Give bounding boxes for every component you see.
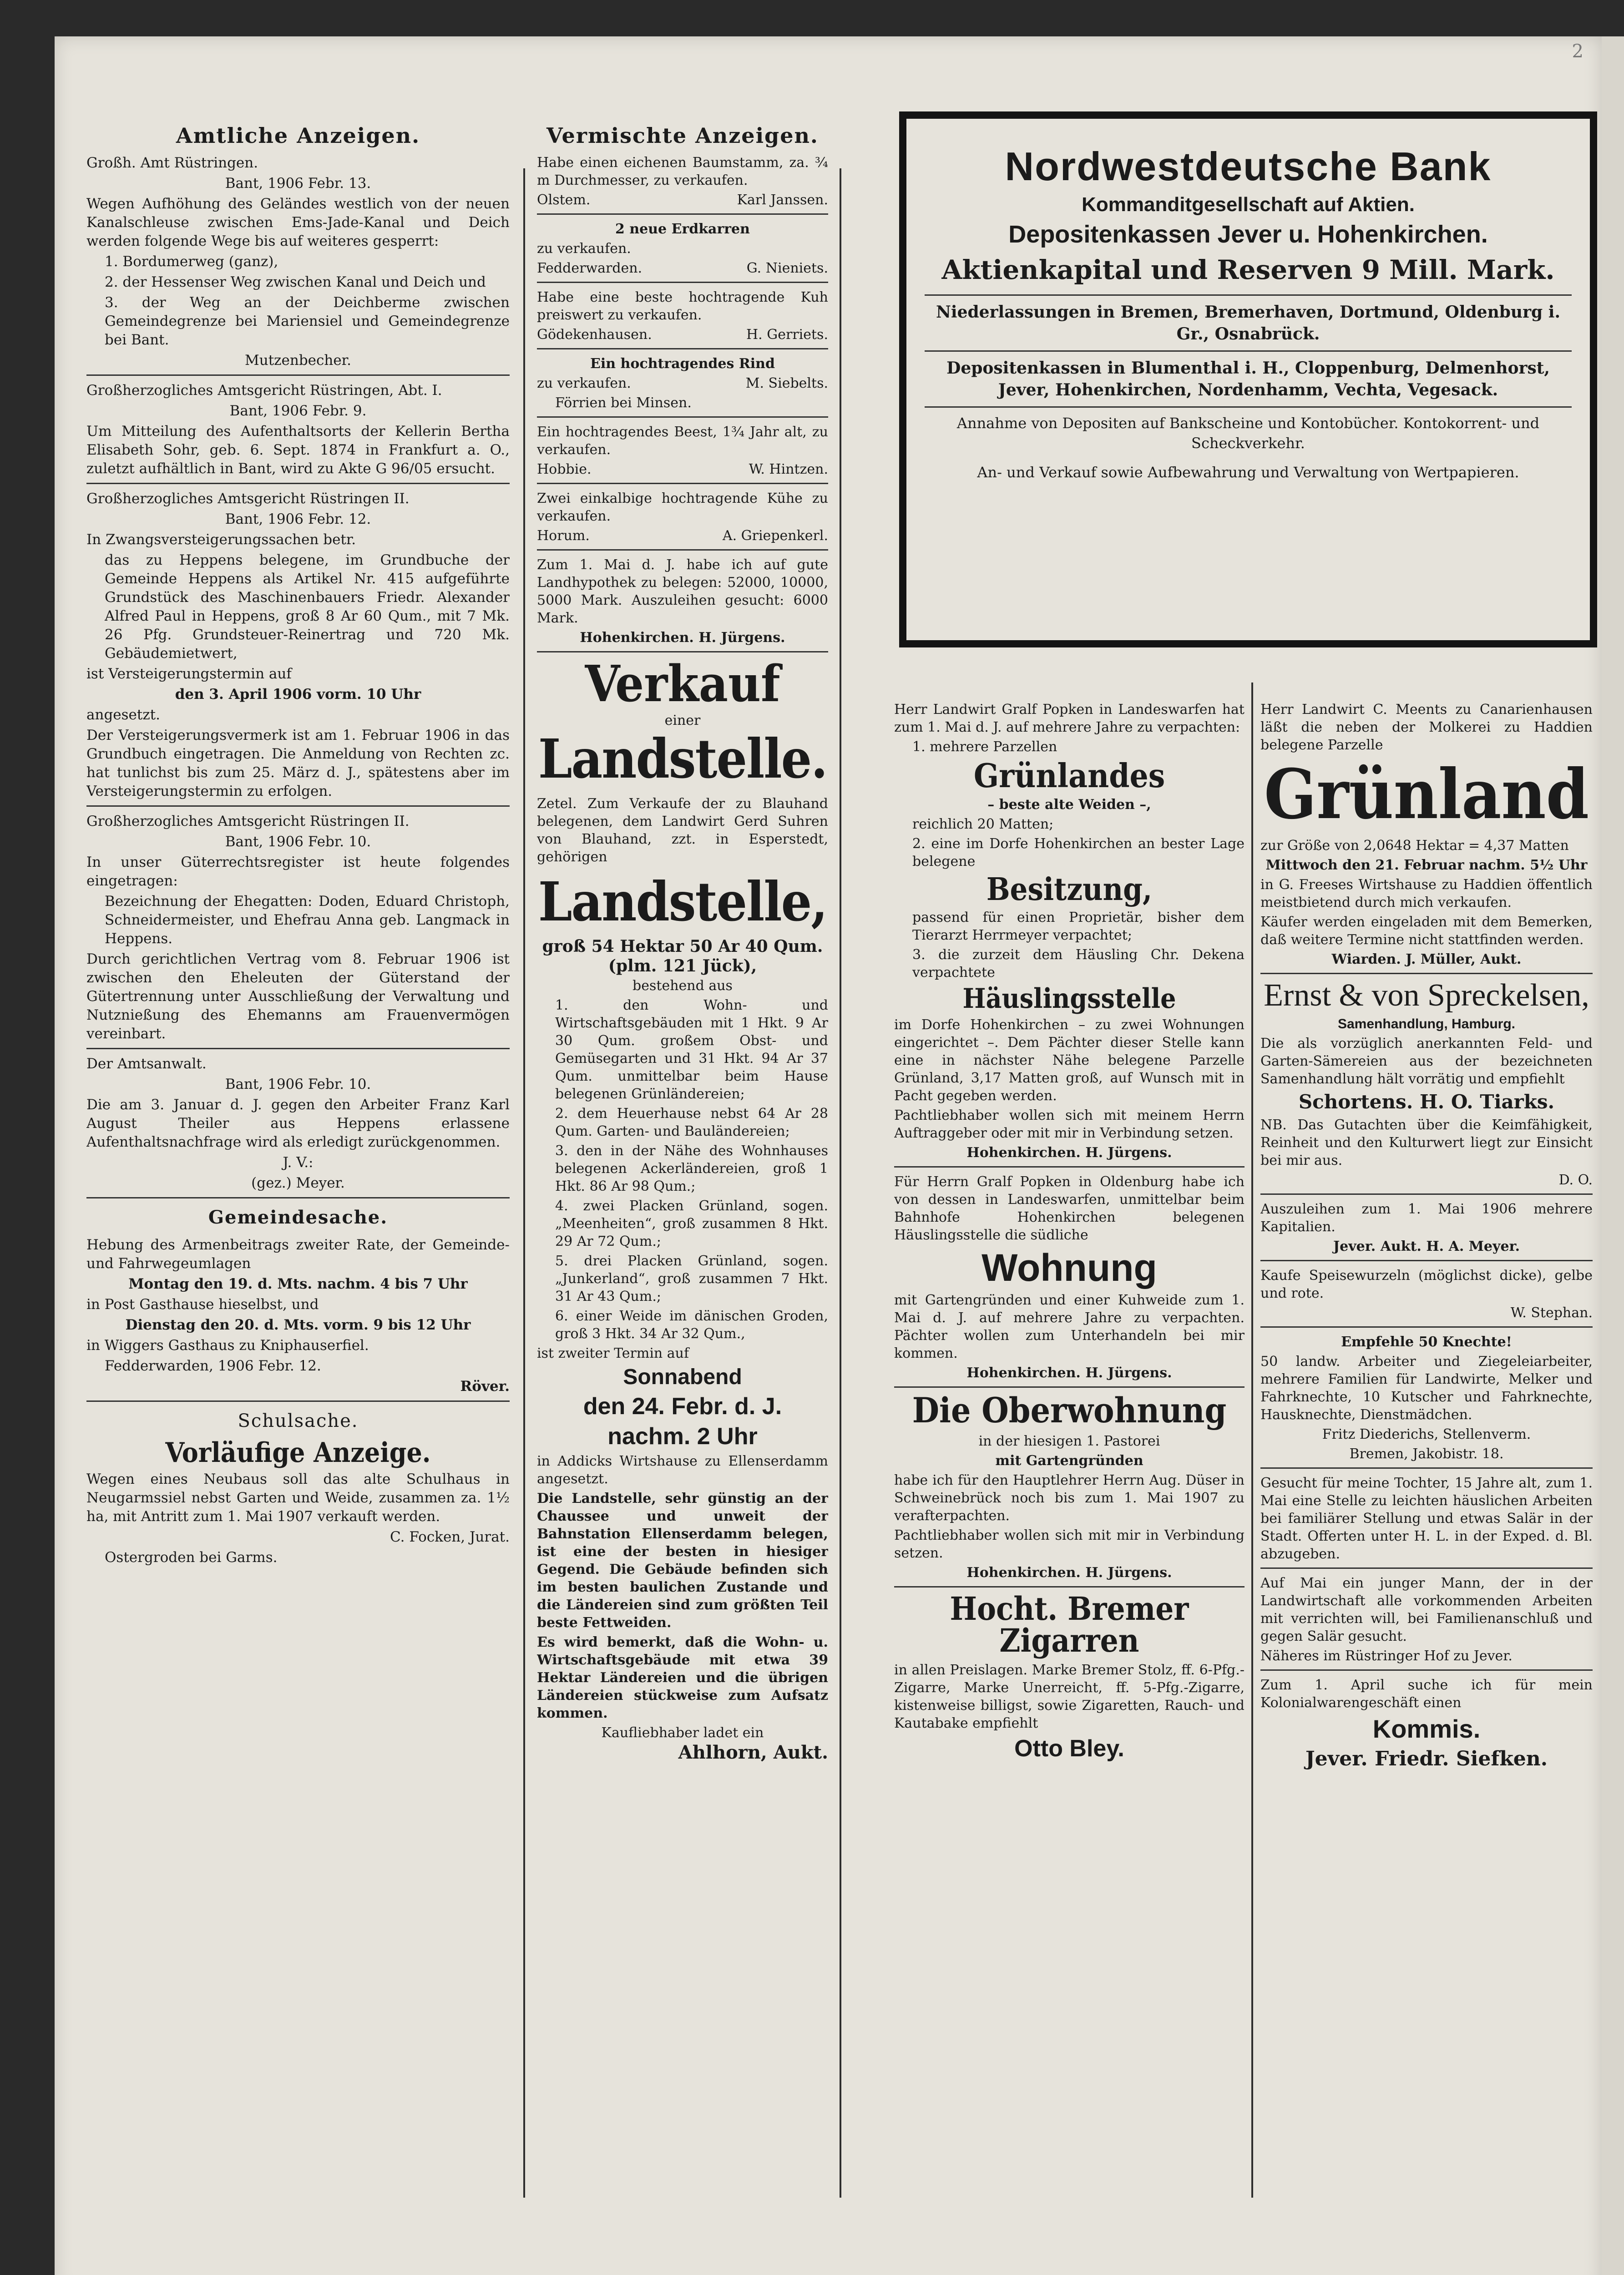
ad-text: mit Gartengründen und einer Kuhweide zum 1. Mai d. J. auf mehrere Jahre zu verpachten. Pächter wollen zum Unterhandeln bei mir kommen. — [894, 1292, 1245, 1361]
notice-text: das zu Heppens belegene, im Grundbuche der Gemeinde Heppens als Artikel Nr. 415 aufgeführte Grundstück des Maschinenbauers Friedr. Alexander Alfred Paul in Heppens, groß 8 Ar 60 Qum., mit 7 Mk. 26 Pfg. Grundsteuer-Reinertrag und 720 Mk. Gebäudemietwert, — [105, 552, 510, 662]
verkauf-bold-1: Die Landstelle, sehr günstig an der Chaussee und unweit der Bahnstation Ellenserdamm belegen, ist eine der besten in hiesiger Gegend. Die Gebäude befinden sich im besten baulichen Zustande und die Ländereien sind zum größten Teil beste Fettweiden. — [537, 1491, 828, 1631]
ad-place: Gödekenhausen. — [537, 327, 652, 343]
ad-wohnung — [894, 1173, 1245, 1382]
separator — [86, 1048, 510, 1049]
bank-advertisement — [899, 111, 1597, 647]
notice-schulsache — [86, 1407, 510, 1567]
ad-text: Die als vorzüglich anerkannten Feld- und Garten-Sämereien aus der bezeichneten Samenhandlung hält vorrätig und empfiehlt — [1260, 1036, 1593, 1087]
ad-text: Habe eine beste hochtragende Kuh preiswert zu verkaufen. — [537, 289, 828, 323]
ad-title: Empfehle 50 Knechte! — [1341, 1334, 1512, 1350]
notice-authority: Der Amtsanwalt. — [86, 1056, 207, 1072]
verkauf-item: 5. drei Placken Grünland, sogen. „Junkerland“, groß zusammen 7 Hkt. 31 Ar 43 Qum.; — [555, 1253, 828, 1304]
ad-text: Pachtliebhaber wollen sich mit mir in Verbindung setzen. — [894, 1527, 1245, 1561]
ad-text: Auszuleihen zum 1. Mai 1906 mehrere Kapitalien. — [1260, 1201, 1593, 1235]
separator — [86, 483, 510, 484]
ad-oberwohnung — [894, 1390, 1245, 1582]
column-rule — [840, 168, 841, 2198]
column-3 — [894, 701, 1245, 2202]
verkauf-item: 2. dem Heuerhause nebst 64 Ar 28 Qum. Garten- und Bauländereien; — [555, 1106, 828, 1139]
ad-text: zu verkaufen. — [537, 375, 631, 391]
ad-signature: Schortens. H. O. Tiarks. — [1298, 1091, 1555, 1113]
ad-signature: Jever. Friedr. Siefken. — [1305, 1747, 1548, 1770]
bank-niederlassungen: Niederlassungen in Bremen, Bremerhaven, Dortmund, Oldenburg i. Gr., Osnabrück. — [936, 303, 1560, 344]
separator — [537, 651, 828, 652]
bank-divider — [925, 406, 1572, 408]
ad-title: Ein hochtragendes Rind — [590, 356, 775, 372]
separator — [537, 549, 828, 551]
ad-text: Habe einen eichenen Baumstamm, za. ¾ m Durchmesser, zu verkaufen. — [537, 155, 828, 188]
section-heading-vermischte: Vermischte Anzeigen. — [546, 123, 819, 148]
notice-dateline: Fedderwarden, 1906 Febr. 12. — [105, 1358, 321, 1374]
notice-text: Durch gerichtlichen Vertrag vom 8. Februar 1906 ist zwischen den Eheleuten der Güterstand der Gütertrennung unter Ausschließung der Verwaltung und Nutznießung des Ehemanns am Frauenvermögen vereinbart. — [86, 951, 510, 1042]
ad-headline-gruenland: Grünlandes — [973, 756, 1165, 795]
section-heading-amtliche: Amtliche Anzeigen. — [176, 123, 420, 148]
notice-text: Wegen eines Neubaus soll das alte Schulhaus in Neugarmssiel nebst Garten und Weide, zusammen za. 1½ ha, mit Antritt zum 1. Mai 1907 verkauft werden. — [86, 1471, 510, 1525]
separator — [86, 1400, 510, 1402]
ad-place: Hobbie. — [537, 461, 592, 477]
separator — [1260, 1467, 1593, 1469]
ad-text: habe ich für den Hauptlehrer Herrn Aug. Düser in Schweinebrück noch bis zum 1. Mai 1907 zu verafterpachten. — [894, 1472, 1245, 1524]
schule-heading: Schulsache. — [238, 1410, 359, 1431]
notice-amtsgericht-1 — [86, 381, 510, 478]
ad-text: Ein hochtragendes Beest, 1¾ Jahr alt, zu verkaufen. — [537, 424, 828, 458]
column-1 — [86, 118, 510, 2202]
separator — [86, 374, 510, 376]
notice-text: Der Versteigerungsvermerk ist am 1. Februar 1906 in das Grundbuch eingetragen. Die Anmeldung von Rechten zc. hat tunlichst bis zum 25. März d. J., spätestens aber im Versteigerungstermin zu erfolgen. — [86, 727, 510, 799]
verkauf-item: 6. einer Weide im dänischen Groden, groß 3 Hkt. 34 Ar 32 Qum., — [555, 1308, 828, 1342]
verkauf-big1: Landstelle. — [538, 727, 827, 790]
separator — [86, 1197, 510, 1198]
ad-text: in allen Preislagen. Marke Bremer Stolz, ff. 6-Pfg.-Zigarre, Marke Unerreicht, ff. 5-Pfg.-Zigarre, kistenweise billigst, sowie Zigaretten, Rauch- und Kautabake empfiehlt — [894, 1662, 1245, 1731]
notice-text: In unser Güterrechtsregister ist heute folgendes eingetragen: — [86, 854, 510, 889]
ad-text: Herr Landwirt Gralf Popken in Landeswarfen hat zum 1. Mai d. J. auf mehrere Jahre zu verpachten: — [894, 702, 1245, 735]
ad-text: Pachtliebhaber wollen sich mit meinem Herrn Auftraggeber oder mit mir in Verbindung setzen. — [894, 1107, 1245, 1141]
ad-signature: Otto Bley. — [1014, 1735, 1124, 1762]
notice-text: Die am 3. Januar d. J. gegen den Arbeiter Franz Karl August Theiler aus Heppens erlassene Aufenthaltsnachfrage wird als erledigt zurückgenommen. — [86, 1097, 510, 1150]
notice-signature: Röver. — [460, 1378, 510, 1395]
ad-headline-gruenland: Grünland — [1264, 754, 1589, 834]
ad-signature: Hohenkirchen. H. Jürgens. — [966, 1365, 1172, 1381]
ad-kuh — [537, 288, 828, 344]
ad-text: NB. Das Gutachten über die Keimfähigkeit, Reinheit und den Kulturwert liegt zur Einsicht bei mir aus. — [1260, 1117, 1593, 1168]
ad-item: 3. die zurzeit dem Häusling Chr. Dekena verpachtete — [912, 947, 1245, 981]
separator — [537, 416, 828, 418]
verkauf-invite: Kaufliebhaber ladet ein — [601, 1725, 764, 1741]
ad-item: 2. eine im Dorfe Hohenkirchen an bester Lage belegene — [912, 836, 1245, 870]
ad-knechte — [1260, 1333, 1593, 1463]
ad-name: G. Nieniets. — [746, 260, 828, 276]
notice-amt — [86, 154, 510, 370]
ad-signature: Hohenkirchen. H. Jürgens. — [580, 630, 785, 646]
notice-signature: (gez.) Meyer. — [251, 1175, 345, 1191]
notice-date: Bant, 1906 Febr. 9. — [229, 403, 367, 419]
ad-kommis — [1260, 1676, 1593, 1772]
notice-text: in Wiggers Gasthaus zu Kniphauserfiel. — [86, 1337, 369, 1354]
bank-name: Nordwestdeutsche Bank — [1005, 144, 1492, 189]
ad-initials: D. O. — [1558, 1172, 1593, 1188]
ad-text: in der hiesigen 1. Pastorei — [978, 1433, 1160, 1449]
ad-signature: Hohenkirchen. H. Jürgens. — [966, 1145, 1172, 1161]
ad-tochter — [1260, 1474, 1593, 1563]
ad-text: mit Gartengründen — [995, 1453, 1143, 1469]
verkauf-place: in Addicks Wirtshause zu Ellenserdamm angesetzt. — [537, 1453, 828, 1487]
bank-services-1: Annahme von Depositen auf Bankscheine und Kontobücher. Kontokorrent- und Scheckverkehr. — [956, 415, 1540, 452]
ad-item: 1. mehrere Parzellen — [912, 739, 1057, 755]
ad-spreckelsen — [1260, 980, 1593, 1189]
verkauf-item: 3. den in der Nähe des Wohnhauses belegenen Ackerländereien, groß 1 Hkt. 86 Ar 98 Qum.; — [555, 1143, 828, 1194]
notice-amtsanwalt — [86, 1055, 510, 1193]
page-edge — [1602, 36, 1624, 2275]
separator — [537, 348, 828, 349]
separator — [894, 1386, 1245, 1388]
ad-erdkarren — [537, 220, 828, 277]
verkauf-termin: ist zweiter Termin auf — [537, 1345, 689, 1361]
ad-text: Auf Mai ein junger Mann, der in der Landwirtschaft alle vorkommenden Arbeiten mit verrichten will, bei Familienanschluß und gegen Salär gesucht. — [1260, 1575, 1593, 1644]
verkauf-intro: Zetel. Zum Verkaufe der zu Blauhand belegenen, dem Landwirt Gerd Suhren von Blauhand, zzt. in Esperstedt, gehörigen — [537, 796, 828, 865]
notice-item: 1. Bordumerweg (ganz), — [105, 253, 278, 270]
ad-headline-besitzung: Besitzung, — [986, 871, 1153, 908]
bank-kassen: Depositenkassen Jever u. Hohenkirchen. — [1008, 221, 1488, 248]
verkauf-small: einer — [664, 713, 701, 728]
notice-gemeindesache — [86, 1204, 510, 1396]
separator — [1260, 1567, 1593, 1569]
ad-name: H. Gerriets. — [746, 327, 828, 343]
notice-text: ist Versteigerungstermin auf — [86, 666, 292, 682]
notice-text: Bezeichnung der Ehegatten: Doden, Eduard Christoph, Schneidermeister, und Ehefrau Anna geb. Langmack in Heppens. — [105, 893, 510, 947]
verkauf-item: 1. den Wohn- und Wirtschaftsgebäuden mit 1 Hkt. 9 Ar 30 Qum. großem Obst- und Gemüsegarten und 31 Hkt. 94 Ar 37 Qum. unmittelbar beim Hause belegenen Grünländereien; — [555, 997, 828, 1102]
column-2 — [537, 118, 828, 2202]
bank-capital: Aktienkapital und Reserven 9 Mill. Mark. — [941, 254, 1555, 285]
notice-date: Bant, 1906 Febr. 12. — [225, 511, 371, 527]
ad-text: Zwei einkalbige hochtragende Kühe zu verkaufen. — [537, 490, 828, 524]
ad-title: 2 neue Erdkarren — [615, 221, 750, 237]
notice-amtsgericht-3 — [86, 812, 510, 1043]
notice-date: Bant, 1906 Febr. 13. — [225, 175, 371, 192]
verkauf-date: den 24. Febr. d. J. — [583, 1393, 782, 1420]
notice-signature: J. V.: — [283, 1154, 314, 1171]
ad-headline-oberwohnung: Die Oberwohnung — [912, 1390, 1227, 1431]
notice-authority: Großh. Amt Rüstringen. — [86, 155, 258, 171]
column-4 — [1260, 701, 1593, 2202]
ad-name: W. Hintzen. — [749, 461, 828, 477]
ad-name: M. Siebelts. — [745, 375, 828, 391]
notice-item: 3. der Weg an der Deichberme zwischen Gemeindegrenze bei Mariensiel und Gemeindegrenze bei Bant. — [105, 294, 510, 348]
ad-text: Für Herrn Gralf Popken in Oldenburg habe ich von dessen in Landeswarfen, unmittelbar beim Bahnhofe Hohenkirchen belegenen Häuslingsstelle die südliche — [894, 1174, 1245, 1243]
ad-text: zu verkaufen. — [537, 241, 631, 257]
ad-junger-mann — [1260, 1574, 1593, 1665]
verkauf-consisting: bestehend aus — [632, 978, 733, 994]
ad-text: Käufer werden eingeladen mit dem Bemerken, daß weitere Termine nicht stattfinden werden. — [1260, 914, 1593, 948]
separator — [1260, 973, 1593, 974]
ad-rind — [537, 355, 828, 412]
ad-auszuleihen — [1260, 1200, 1593, 1255]
ad-text: zur Größe von 2,0648 Hektar = 4,37 Matten — [1260, 838, 1569, 854]
column-rule — [523, 168, 525, 2198]
ad-text: Herr Landwirt C. Meents zu Canarienhausen läßt die neben der Molkerei zu Haddien belegene Parzelle — [1260, 702, 1593, 753]
ad-signature: W. Stephan. — [1510, 1305, 1593, 1321]
ad-place: Horum. — [537, 528, 590, 544]
ad-name: A. Griepenkerl. — [722, 528, 828, 544]
ad-signature: Fritz Diederichs, Stellenverm. — [1322, 1426, 1531, 1442]
ad-speisewurzeln — [1260, 1267, 1593, 1322]
ad-name: Karl Janssen. — [737, 192, 828, 208]
notice-signature: C. Focken, Jurat. — [390, 1529, 510, 1545]
notice-text: Wegen Aufhöhung des Geländes westlich von der neuen Kanalschleuse zwischen Ems-Jade-Kanal und Deich werden folgende Wege bis auf weiteres gesperrt: — [86, 196, 510, 249]
ad-text: 50 landw. Arbeiter und Ziegeleiarbeiter, mehrere Familien für Landwirte, Melker und Fahrknechte, 10 Kutscher und Fahrknechte, Hausknechte, Dienstmädchen. — [1260, 1354, 1593, 1423]
notice-authority: Großherzogliches Amtsgericht Rüstringen II. — [86, 813, 410, 829]
ad-subline: – beste alte Weiden –, — [987, 797, 1151, 813]
bank-depositenkassen: Depositenkassen in Blumenthal i. H., Cloppenburg, Delmenhorst, Jever, Hohenkirchen, Nordenhamm, Vechta, Vegesack. — [946, 359, 1550, 399]
ad-kuehe — [537, 490, 828, 545]
newspaper-page — [55, 36, 1602, 2275]
separator — [1260, 1669, 1593, 1671]
ad-signature: Jever. Aukt. H. A. Meyer. — [1333, 1239, 1520, 1254]
ad-zigarren — [894, 1590, 1245, 1763]
ad-date: Mittwoch den 21. Februar nachm. 5½ Uhr — [1265, 857, 1588, 873]
ad-headline-zigarren: Hocht. Bremer Zigarren — [950, 1590, 1189, 1659]
schule-title: Vorläufige Anzeige. — [165, 1437, 431, 1469]
ad-text: Zum 1. Mai d. J. habe ich auf gute Landhypothek zu belegen: 52000, 10000, 5000 Mark. Auszuleihen gesucht: 6000 Mark. — [537, 557, 828, 626]
verkauf-signature: Ahlhorn, Aukt. — [678, 1742, 828, 1763]
ad-text: passend für einen Proprietär, bisher dem Tierarzt Herrmeyer verpachtet; — [912, 910, 1245, 943]
notice-item: 2. der Hessenser Weg zwischen Kanal und Deich und — [105, 274, 486, 290]
ad-verkauf-landstelle — [537, 654, 828, 1763]
notice-signature: Mutzenbecher. — [245, 352, 351, 369]
notice-text: in Post Gasthause hieselbst, und — [86, 1296, 319, 1313]
separator — [1260, 1260, 1593, 1261]
ad-place: Förrien bei Minsen. — [555, 395, 692, 411]
ad-headline-haeuslingsstelle: Häuslingsstelle — [962, 983, 1176, 1015]
ad-place: Fedderwarden. — [537, 260, 643, 276]
ad-hypothek — [537, 556, 828, 647]
notice-text: angesetzt. — [86, 707, 160, 723]
ad-meents-gruenland — [1260, 701, 1593, 968]
bank-divider — [925, 350, 1572, 352]
ad-text: im Dorfe Hohenkirchen – zu zwei Wohnungen eingerichtet –. Dem Pächter dieser Stelle kann eine in nächster Nähe belegene Parzelle Grünland, 3,17 Matten groß, auf Wunsch mit in Pacht gegeben werden. — [894, 1017, 1245, 1104]
ad-signature: Hohenkirchen. H. Jürgens. — [966, 1565, 1172, 1581]
ad-subline: Samenhandlung, Hamburg. — [1337, 1016, 1516, 1031]
ad-signature: Wiarden. J. Müller, Aukt. — [1331, 951, 1522, 967]
notice-authority: Großherzogliches Amtsgericht Rüstringen, Abt. I. — [86, 382, 442, 399]
ad-headline-wohnung: Wohnung — [981, 1246, 1157, 1289]
ad-beest — [537, 423, 828, 478]
verkauf-size-2: (plm. 121 Jück), — [608, 956, 757, 976]
ad-text: reichlich 20 Matten; — [912, 816, 1054, 832]
bank-services-2: An- und Verkauf sowie Aufbewahrung und Verwaltung von Wertpapieren. — [977, 464, 1519, 481]
separator — [1260, 1326, 1593, 1328]
notice-date: Bant, 1906 Febr. 10. — [225, 834, 371, 850]
separator — [86, 805, 510, 807]
bank-divider — [925, 294, 1572, 296]
separator — [894, 1166, 1245, 1168]
ad-text: Kaufe Speisewurzeln (möglichst dicke), gelbe und rote. — [1260, 1268, 1593, 1301]
notice-text: Hebung des Armenbeitrags zweiter Rate, der Gemeinde- und Fahrwegeumlagen — [86, 1237, 510, 1272]
verkauf-bold-2: Es wird bemerkt, daß die Wohn- u. Wirtschaftsgebäude mit etwa 39 Hektar Ländereien und die übrigen Ländereien stückweise zum Aufsatz kommen. — [537, 1634, 828, 1721]
separator — [1260, 1193, 1593, 1195]
notice-text: In Zwangsversteigerungssachen betr. — [86, 531, 356, 548]
verkauf-title: Verkauf — [585, 654, 780, 713]
notice-date-highlight: den 3. April 1906 vorm. 10 Uhr — [175, 686, 421, 703]
notice-date: Bant, 1906 Febr. 10. — [225, 1076, 371, 1092]
ad-headline-kommis: Kommis. — [1372, 1714, 1481, 1743]
verkauf-time: nachm. 2 Uhr — [607, 1423, 758, 1450]
notice-authority: Großherzogliches Amtsgericht Rüstringen II. — [86, 490, 410, 507]
verkauf-big2: Landstelle, — [538, 870, 827, 933]
ad-popken-verpachtung — [894, 701, 1245, 1162]
gemeinde-heading: Gemeindesache. — [208, 1207, 388, 1228]
notice-place: Ostergroden bei Garms. — [105, 1549, 278, 1566]
separator — [894, 1586, 1245, 1587]
notice-date-highlight: Dienstag den 20. d. Mts. vorm. 9 bis 12 Uhr — [125, 1317, 471, 1333]
ad-place: Olstem. — [537, 192, 591, 208]
ad-headline-spreckelsen: Ernst & von Spreckelsen, — [1264, 978, 1589, 1013]
page-number: 2 — [1572, 41, 1584, 62]
bank-subtitle: Kommanditgesellschaft auf Aktien. — [1082, 193, 1415, 216]
notice-amtsgericht-2 — [86, 490, 510, 801]
column-rule — [1251, 682, 1253, 2198]
notice-date-highlight: Montag den 19. d. Mts. nachm. 4 bis 7 Uhr — [128, 1276, 468, 1292]
notice-text: Um Mitteilung des Aufenthaltsorts der Kellerin Bertha Elisabeth Sohr, geb. 6. Sept. 1874 in Frankfurt a. O., zuletzt aufhältlich in Bant, wird zu Akte G 96/05 ersucht. — [86, 423, 510, 477]
separator — [537, 213, 828, 215]
separator — [537, 282, 828, 283]
verkauf-size: groß 54 Hektar 50 Ar 40 Qum. — [542, 937, 823, 956]
verkauf-item: 4. zwei Placken Grünland, sogen. „Meenheiten“, groß zusammen 8 Hkt. 29 Ar 72 Qum.; — [555, 1198, 828, 1249]
ad-text: in G. Freeses Wirtshause zu Haddien öffentlich meistbietend durch mich verkaufen. — [1260, 877, 1593, 910]
verkauf-day: Sonnabend — [623, 1365, 742, 1389]
ad-text: Zum 1. April suche ich für mein Kolonialwarengeschäft einen — [1260, 1677, 1593, 1711]
ad-text: Näheres im Rüstringer Hof zu Jever. — [1260, 1648, 1513, 1664]
separator — [537, 483, 828, 484]
ad-text: Gesucht für meine Tochter, 15 Jahre alt, zum 1. Mai eine Stelle zu leichten häuslichen Arbeiten bei familiärer Stellung und etwas Salär in der Stadt. Offerten unter H. L. in der Exped. d. Bl. abzugeben. — [1260, 1475, 1593, 1562]
ad-baumstamm — [537, 154, 828, 209]
ad-address: Bremen, Jakobistr. 18. — [1349, 1446, 1504, 1462]
